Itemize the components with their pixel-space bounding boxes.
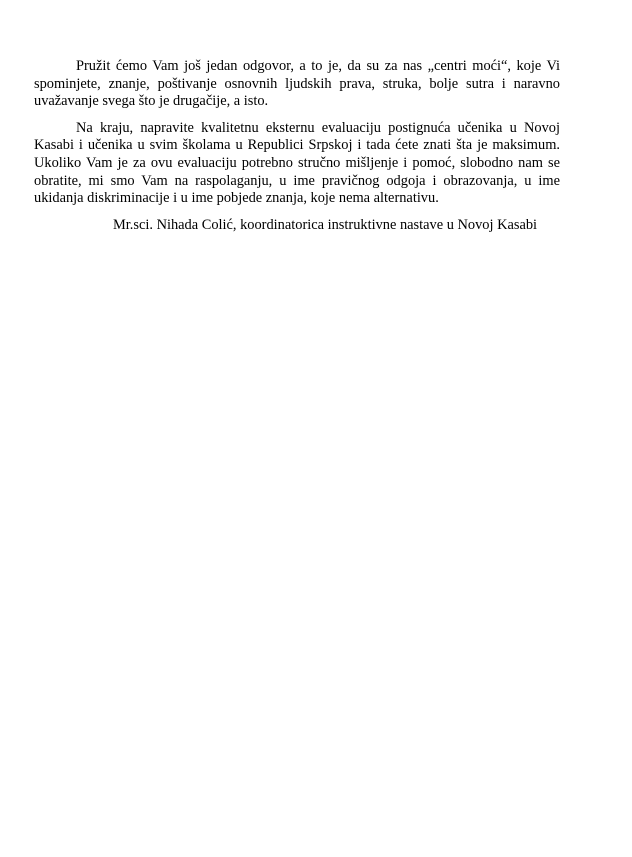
paragraph-evaluacija: Na kraju, napravite kvalitetnu eksternu evaluaciju postignuća učenika u Novoj Kasabi i učenika u svim školama u Republici Srpskoj i tada ćete znati šta je maksimum. Ukoliko Vam je za ovu evaluaciju potrebno stručno mišljenje i pomoć, slobodno nam se obratite, mi smo Vam na raspolaganju, u ime pravičnog odgoja i obrazovanja, u ime ukidanja diskriminacije i u ime pobjede znanja, koje nema alternativu. — [34, 119, 560, 207]
paragraph-centri-moci: Pružit ćemo Vam još jedan odgovor, a to je, da su za nas „centri moći“, koje Vi spominjete, znanje, poštivanje osnovnih ljudskih prava, struka, bolje sutra i naravno uvažavanje svega što je drugačije, a isto. — [34, 58, 560, 110]
letter-body — [34, 58, 560, 234]
signature-line: Mr.sci. Nihada Colić, koordinatorica instruktivne nastave u Novoj Kasabi — [113, 216, 538, 233]
